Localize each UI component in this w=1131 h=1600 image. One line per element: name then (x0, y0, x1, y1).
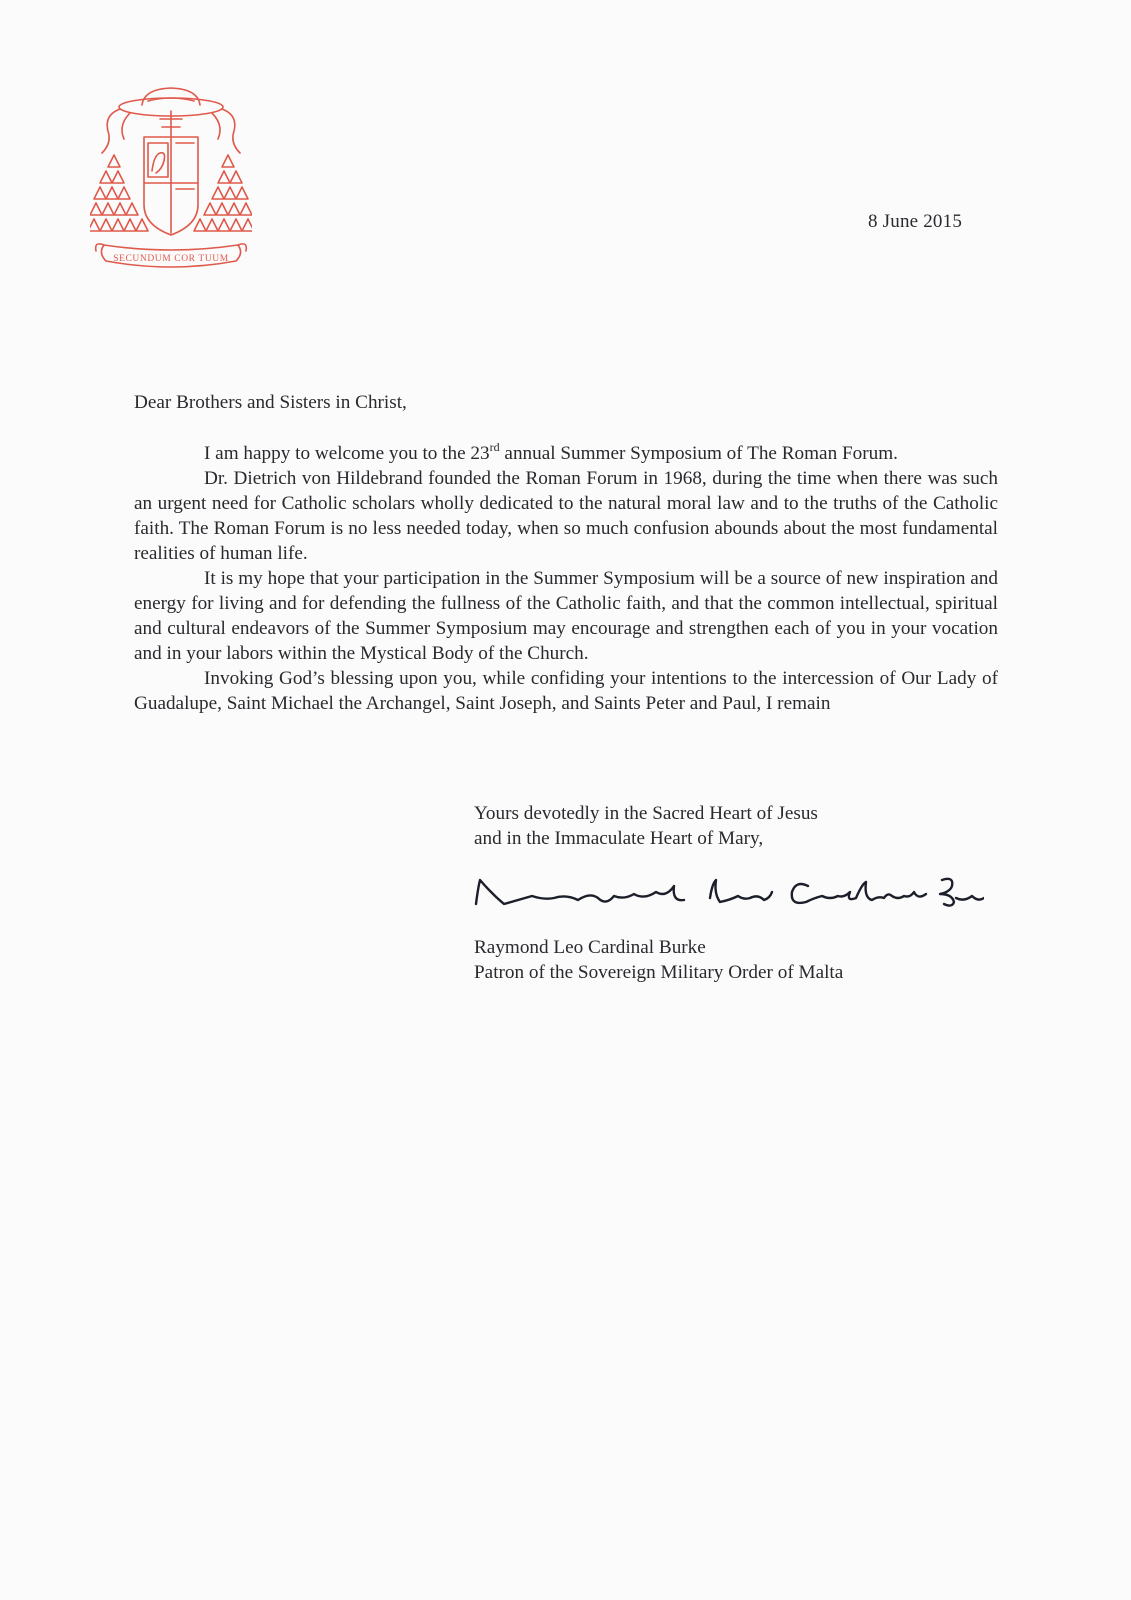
motto-text: SECUNDUM COR TUUM (113, 254, 229, 264)
paragraph-welcome (134, 441, 998, 466)
closing-line-1: Yours devotedly in the Sacred Heart of Jesus (474, 803, 818, 824)
letter-date: 8 June 2015 (868, 211, 963, 232)
signer-block (474, 935, 843, 985)
closing (474, 801, 818, 851)
paragraph-hope: It is my hope that your participation in the Summer Symposium will be a source of new inspiration and energy for living and for defending the fullness of the Catholic faith, and that the common intellectual, spiritual and cultural endeavors of the Summer Symposium may encourage and strengthen each of you in your vocation and in your labors within the Mystical Body of the Church. (134, 568, 998, 664)
ordinal-suffix: rd (489, 439, 500, 454)
letter-body (134, 390, 998, 716)
handwritten-signature (474, 870, 984, 920)
coat-of-arms-icon (90, 85, 252, 277)
paragraph-blessing: Invoking God’s blessing upon you, while confiding your intentions to the intercession of Our Lady of Guadalupe, Saint Michael the Archangel, Saint Joseph, and Saints Peter and Paul, I remain (134, 668, 998, 714)
signer-title: Patron of the Sovereign Military Order of Malta (474, 962, 844, 983)
closing-line-2: and in the Immaculate Heart of Mary, (474, 828, 764, 849)
paragraph-history: Dr. Dietrich von Hildebrand founded the Roman Forum in 1968, during the time when there was such an urgent need for Catholic scholars wholly dedicated to the natural moral law and to the truths of the Catholic faith. The Roman Forum is no less needed today, when so much confusion abounds about the most fundamental realities of human life. (134, 468, 998, 564)
signer-name: Raymond Leo Cardinal Burke (474, 937, 706, 958)
paragraph-welcome-end: annual Summer Symposium of The Roman Forum. (499, 443, 898, 464)
salutation: Dear Brothers and Sisters in Christ, (134, 392, 407, 413)
paragraph-welcome-start: I am happy to welcome you to the 23 (204, 443, 490, 464)
